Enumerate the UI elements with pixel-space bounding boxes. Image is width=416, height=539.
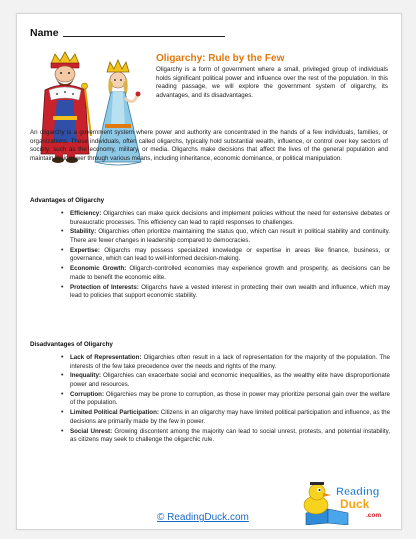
- item-term: Stability:: [70, 228, 97, 236]
- bullet-icon: •: [61, 265, 64, 273]
- item-term: Economic Growth:: [70, 265, 127, 273]
- list-item: [30, 372, 390, 389]
- item-text: Growing discontent among the majority can lead to social unrest, protests, and potential instability, as citizens may seek to challenge the oligarchic rule.: [70, 427, 390, 444]
- item-term: Protection of Interests:: [70, 283, 139, 291]
- item-term: Inequality:: [70, 372, 101, 380]
- definition-text: An oligarchy is a government system where power and authority are concentrated in the hands of a few individuals, families, or organizations. These individuals, often called oligarchs, typically hold substantial wealth, influence, or control over key sectors of society, such as the economy, military, or media. Oligarchs make decisions that affect the lives of the general population and maintain their power through various means, including inheritance, economic dominance, or political manipulation.: [30, 129, 388, 162]
- item-text: Oligarch-controlled economies may experience growth and prosperity, as decisions can be made to benefit the economic elite.: [70, 265, 390, 281]
- disadvantages-list: [30, 354, 390, 445]
- page-title: Oligarchy: Rule by the Few: [156, 53, 285, 64]
- advantages-heading: Advantages of Oligarchy: [30, 197, 105, 204]
- name-line: [63, 36, 225, 37]
- item-text: Citizens in an oligarchy may have limited political participation and influence, as the decisions are primarily made by the few in power.: [70, 409, 391, 425]
- list-item: [30, 391, 390, 408]
- advantages-list: [30, 210, 390, 301]
- disadvantages-section: [30, 341, 390, 446]
- list-item: [30, 210, 390, 227]
- item-term: Efficiency:: [70, 210, 102, 217]
- name-field: [30, 27, 225, 39]
- logo-text-duck: Duck: [340, 497, 370, 511]
- bullet-icon: •: [61, 246, 64, 254]
- logo-text-reading: Reading: [336, 486, 380, 498]
- definition-paragraph: [30, 129, 388, 163]
- bullet-icon: •: [61, 372, 64, 380]
- item-text: Oligarchies often prioritize maintaining the status quo, which can result in political stability and continuity. There are fewer changes in leadership compared to democracies.: [70, 228, 390, 244]
- list-item: [30, 247, 390, 264]
- bullet-icon: •: [61, 210, 64, 217]
- bullet-icon: •: [61, 427, 64, 435]
- disadvantages-heading: Disadvantages of Oligarchy: [30, 341, 113, 348]
- item-text: Oligarchs have a vested interest in protecting their own wealth and influence, which may lead to policies that support economic stability.: [70, 283, 390, 300]
- item-text: Oligarchies may be prone to corruption, as those in power may prioritize personal gain over the welfare of the population.: [70, 390, 390, 407]
- bullet-icon: •: [61, 354, 64, 361]
- item-term: Social Unrest:: [70, 427, 113, 435]
- list-item: [30, 228, 390, 245]
- logo-text-suffix: .com: [366, 512, 382, 519]
- list-item: [30, 409, 390, 426]
- item-term: Corruption:: [70, 390, 105, 398]
- item-term: Limited Political Participation:: [70, 409, 159, 417]
- advantages-section: [30, 197, 390, 302]
- list-item: [30, 265, 390, 282]
- item-text: Oligarchs may possess specialized knowledge or expertise in areas like finance, business, or governance, which can lead to well-informed decision-making.: [70, 246, 390, 263]
- worksheet-page: [16, 13, 402, 530]
- readingduck-link[interactable]: © ReadingDuck.com: [157, 512, 249, 523]
- reading-duck-logo: [300, 479, 386, 525]
- list-item: [30, 428, 390, 445]
- intro-paragraph: Oligarchy is a form of government where a small, privileged group of individuals holds significant political power and influence over the rest of the population. In this reading passage, we will explore the government system of oligarchy, its advantages, and its disadvantages.: [156, 66, 388, 99]
- item-text: Oligarchies can make quick decisions and implement policies without the need for extensive debates or bureaucratic processes. This efficiency can lead to rapid responses to challenges.: [70, 210, 390, 226]
- bullet-icon: •: [61, 390, 64, 398]
- item-term: Lack of Representation:: [70, 354, 142, 361]
- item-text: Oligarchies can exacerbate social and economic inequalities, as the wealthy elite have disproportionate power and resources.: [70, 372, 390, 388]
- bullet-icon: •: [61, 283, 64, 291]
- list-item: [30, 284, 390, 301]
- name-label: Name: [30, 27, 59, 39]
- item-text: Oligarchies often result in a lack of representation for the majority of the population. The interests of the few take precedence over the needs and rights of the many.: [70, 354, 390, 370]
- list-item: [30, 354, 390, 371]
- bullet-icon: •: [61, 228, 64, 236]
- item-term: Expertise:: [70, 246, 100, 254]
- bullet-icon: •: [61, 409, 64, 417]
